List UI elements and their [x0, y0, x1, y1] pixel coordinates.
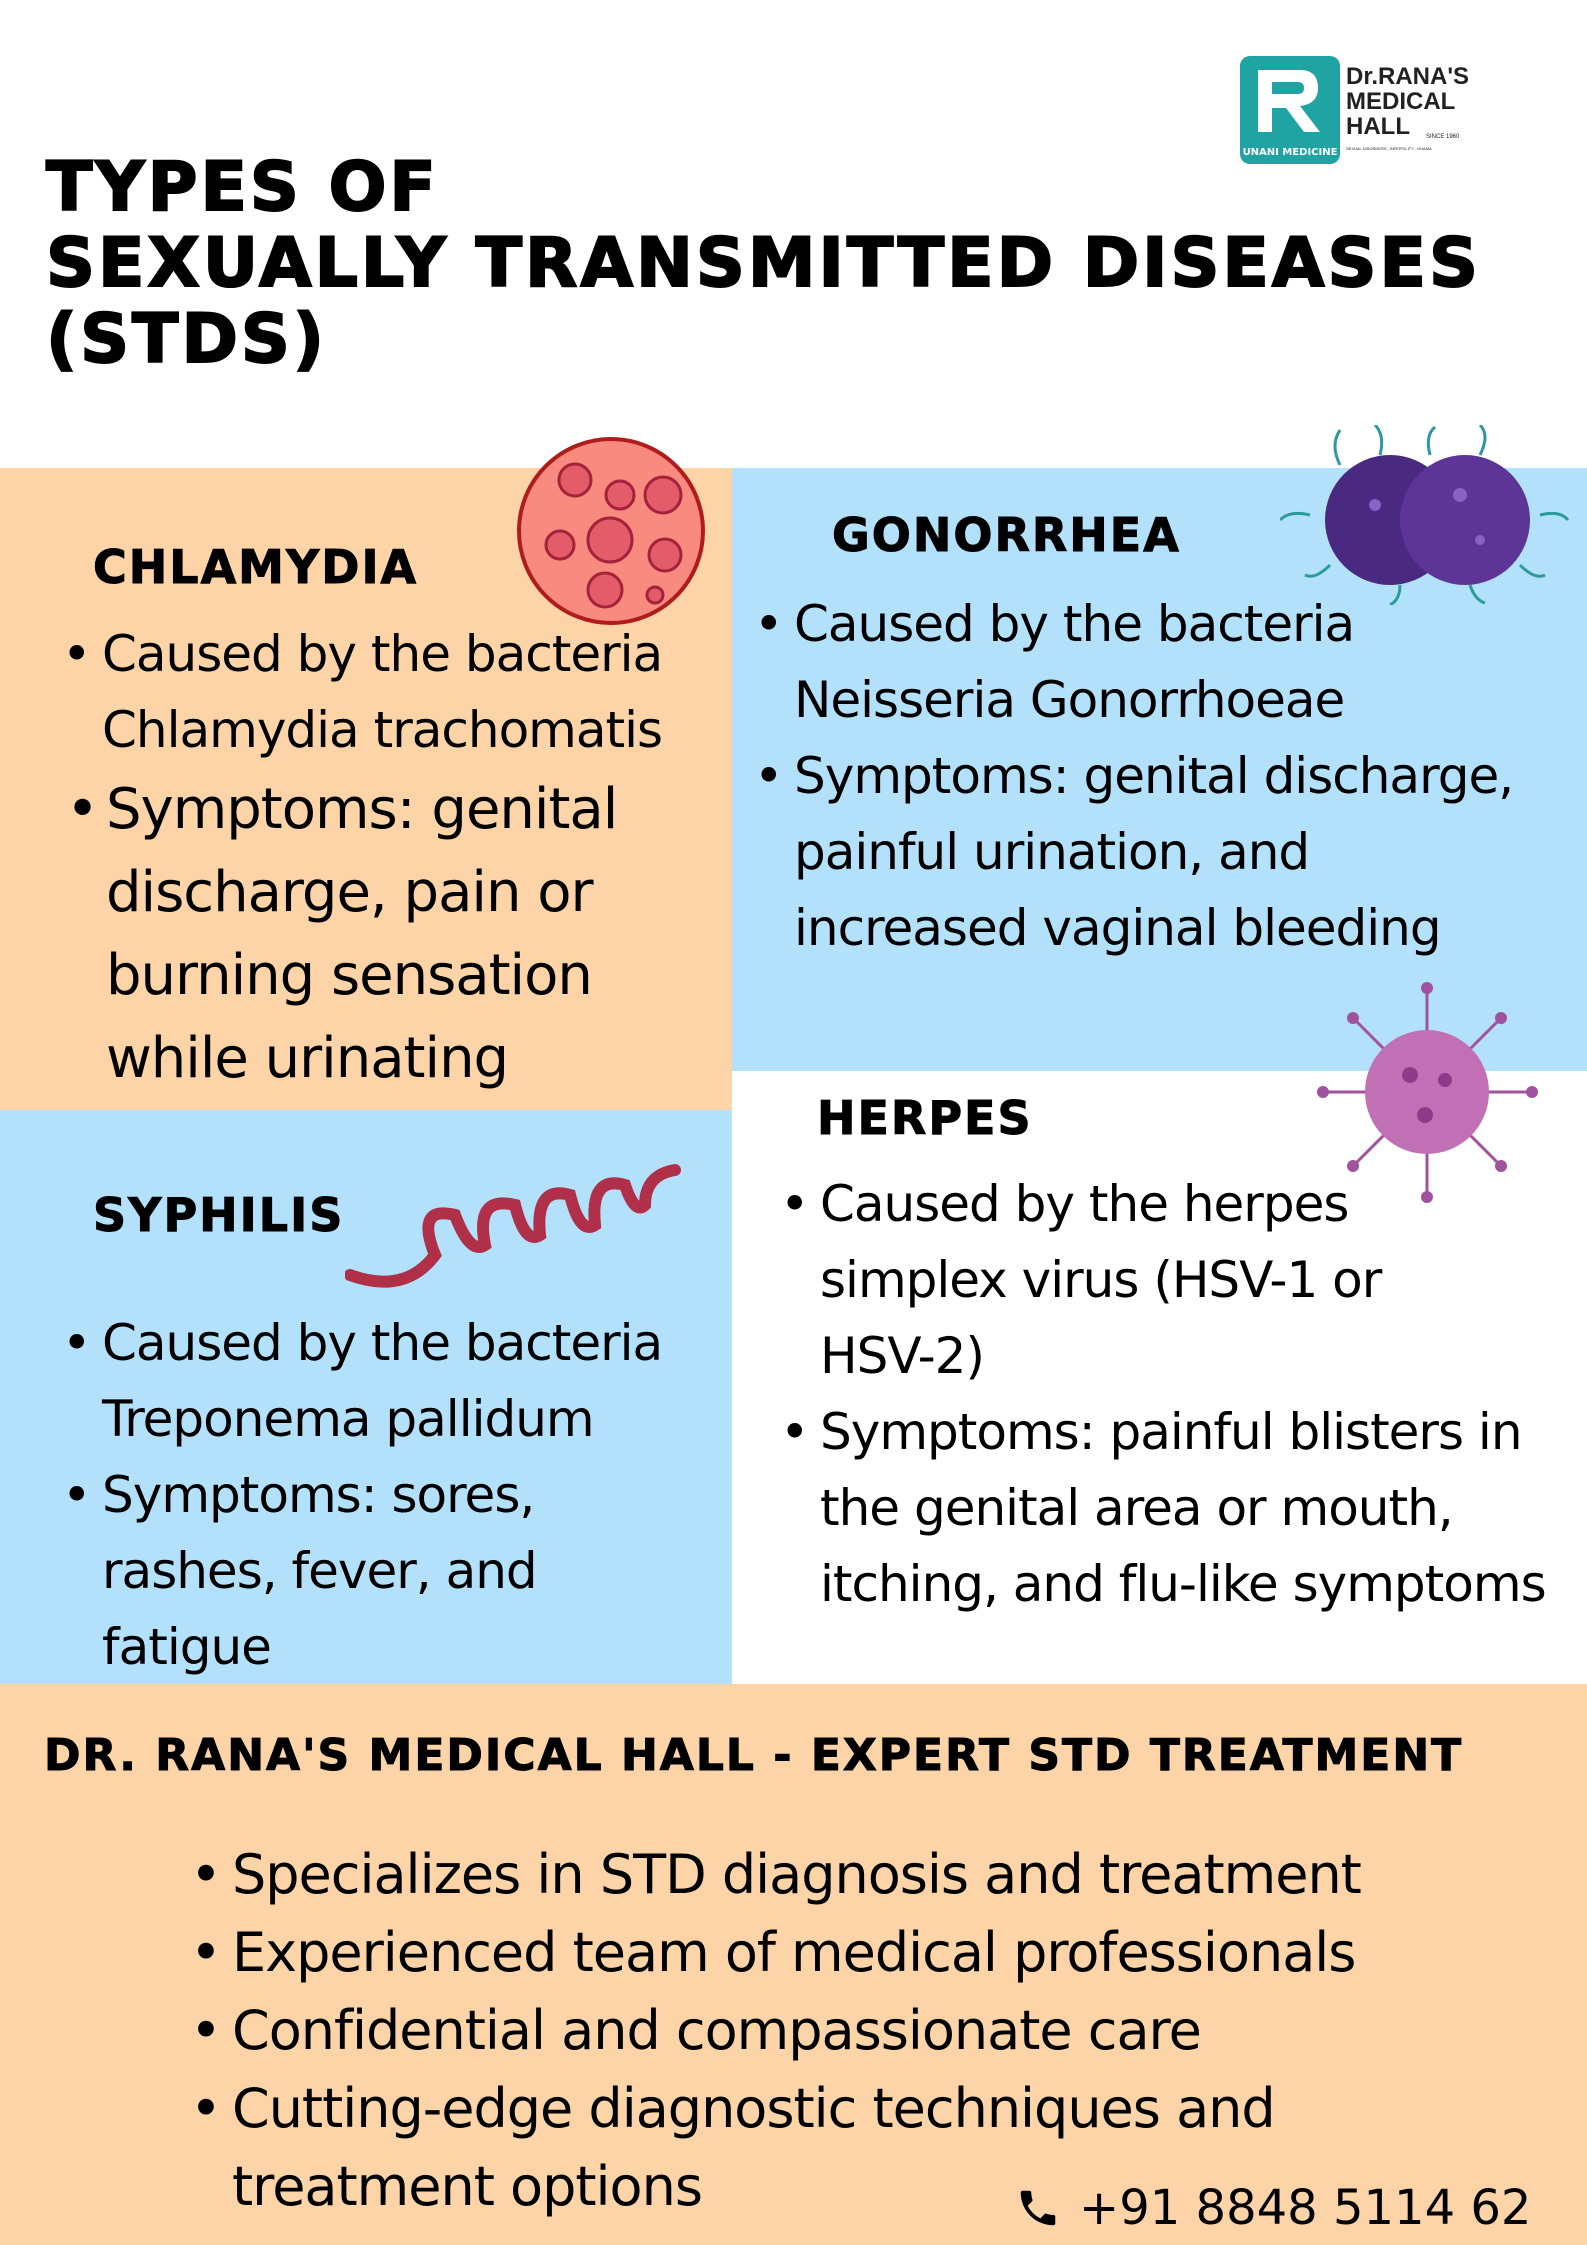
gonorrhea-bacteria-illustration-icon [1280, 425, 1570, 605]
syphilis-heading: SYPHILIS [93, 1188, 345, 1242]
list-item: • Experienced team of medical professionals [190, 1914, 1361, 1992]
list-item: • Caused by the bacteria Neisseria Gonorrhoeae [754, 586, 1414, 738]
svg-text:HALL: HALL [1346, 113, 1410, 140]
herpes-virus-illustration-icon [1315, 980, 1540, 1205]
chlamydia-cell-illustration-icon [515, 435, 707, 627]
svg-text:SEXUAL DISORDERS , INFERTILITY: SEXUAL DISORDERS , INFERTILITY , HIJAMA [1346, 146, 1432, 151]
list-item: • Caused by the bacteria Chlamydia trachomatis [62, 616, 732, 768]
list-item: • Symptoms: genital discharge, pain or burning sensation while urinating [66, 768, 666, 1100]
syphilis-spirochete-illustration-icon [345, 1155, 685, 1295]
page-title [46, 150, 1481, 378]
footer-heading: DR. RANA'S MEDICAL HALL - EXPERT STD TREATMENT [44, 1730, 1464, 1781]
list-item: • Confidential and compassionate care [190, 1992, 1361, 2070]
list-item: • Cutting-edge diagnostic techniques and treatment options [190, 2070, 1310, 2226]
gonorrhea-heading: GONORRHEA [832, 508, 1181, 562]
chlamydia-list-2 [66, 768, 666, 1100]
phone-number[interactable]: +91 8848 5114 62 [1079, 2180, 1532, 2236]
herpes-list [780, 1166, 1587, 1622]
list-item: • Caused by the herpes simplex virus (HSV-1 or HSV-2) [780, 1166, 1440, 1394]
footer-list [190, 1836, 1361, 2226]
chlamydia-heading: CHLAMYDIA [93, 540, 419, 594]
svg-text:Dr.RANA'S: Dr.RANA'S [1346, 63, 1470, 90]
phone-icon [1015, 2185, 1061, 2231]
list-item: • Caused by the bacteria Treponema pallidum [62, 1305, 732, 1457]
list-item: • Specializes in STD diagnosis and treatment [190, 1836, 1361, 1914]
chlamydia-list [62, 616, 732, 768]
logo-tagline-left: UNANI MEDICINE [1242, 147, 1338, 158]
svg-text:SINCE 1960: SINCE 1960 [1426, 134, 1460, 140]
title-line-3: (STDS) [46, 300, 327, 379]
list-item: • Symptoms: painful blisters in the genital area or mouth, itching, and flu-like symptoms [780, 1394, 1587, 1622]
list-item: • Symptoms: genital discharge, painful urination, and increased vaginal bleeding [754, 738, 1554, 966]
syphilis-list [62, 1305, 732, 1685]
list-item: • Symptoms: sores, rashes, fever, and fatigue [62, 1457, 622, 1685]
gonorrhea-list [754, 586, 1574, 966]
title-line-1: TYPES OF [46, 148, 439, 227]
herpes-heading: HERPES [817, 1091, 1033, 1145]
phone-contact[interactable] [1015, 2180, 1531, 2236]
svg-text:MEDICAL: MEDICAL [1346, 88, 1456, 115]
title-line-2: SEXUALLY TRANSMITTED DISEASES [46, 224, 1481, 303]
